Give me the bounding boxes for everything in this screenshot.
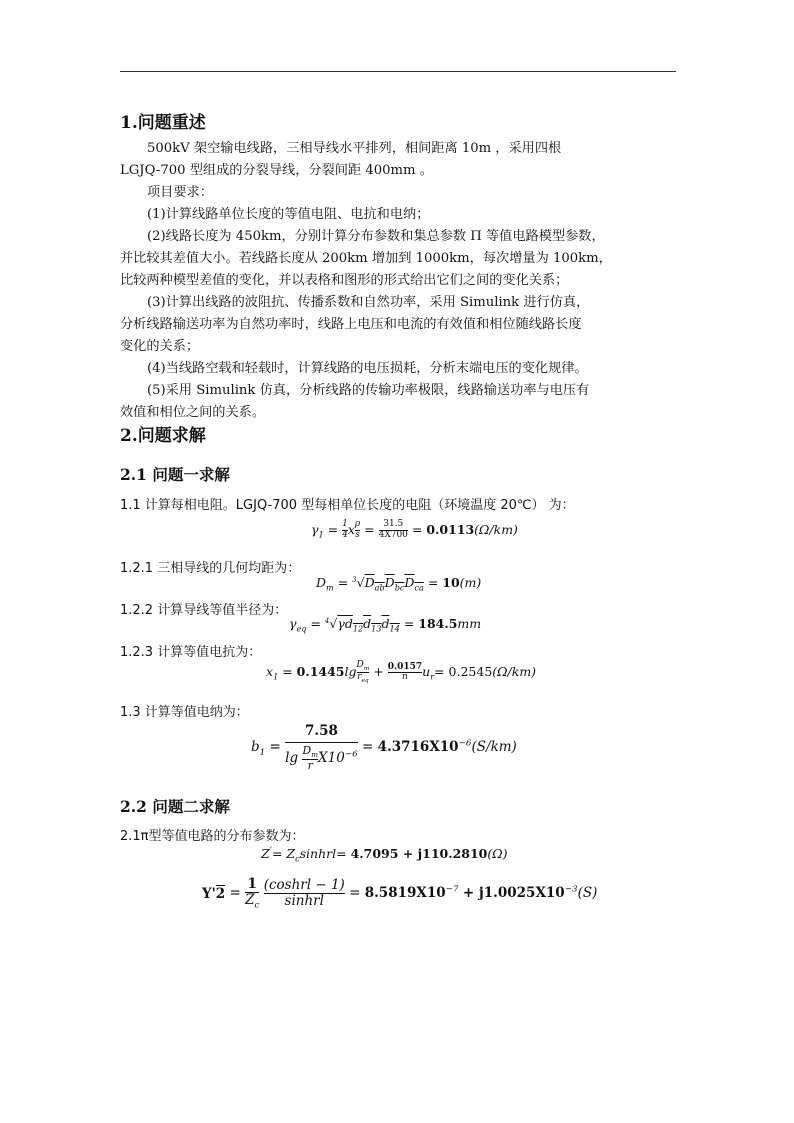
requirement-3-line2: 分析线路输送功率为自然功率时，线路上电压和电流的有效值和相位随线路长度 [120, 317, 582, 332]
requirement-2-line1: (2)线路长度为 450km，分别计算分布参数和集总参数 Π 等值电路模型参数， [147, 229, 605, 244]
section1-heading: 1.问题重述 [120, 113, 206, 133]
step-1-3-text: 1.3 计算等值电纳为： [120, 705, 249, 720]
equation-resistance: $\gamma_1$ = $\frac{1}{4}$ x $\frac{\rho}{s}$ = $\frac{31.5}{4X700}$ = 0.0113(Ω/km) [311, 519, 518, 540]
requirement-5-line1: (5)采用 Simulink 仿真，分析线路的传输功率极限，线路输送功率与电压有 [147, 383, 590, 398]
equation-series-impedance: $Z^ʹ=$ $Z_csinhrl= 4.7095 + j110.2810(\Omega)$ [261, 845, 508, 864]
equation-equivalent-radius: $\gamma_{eq} = ^4√\gamma d_{12}d_{13}d_{14} = 184.5mm$ [289, 616, 482, 634]
requirement-5-line2: 效值和相位之间的关系。 [120, 405, 266, 420]
step-1-2-3-text: 1.2.3 计算等值电抗为： [120, 645, 262, 660]
step-1-2-1-text: 1.2.1 三相导线的几何均距为： [120, 561, 301, 576]
requirement-2-line2: 并比较其差值大小。若线路长度从 200km 增加到 1000km，每次增量为 100km， [120, 251, 612, 266]
requirements-title: 项目要求： [147, 185, 213, 200]
requirement-3-line3: 变化的关系； [120, 339, 200, 354]
equation-susceptance: $b_1$ = 7.58 lg $\frac{D_m}{r}$ $X10^{-6}$ = $4.3716X10^{-6}(S/km)$ [251, 723, 517, 773]
section2-heading: 2.问题求解 [120, 426, 206, 446]
requirement-4: (4)当线路空载和轻载时，计算线路的电压损耗，分析末端电压的变化规律。 [147, 361, 588, 376]
subsection-2-1-heading: 2.1 问题一求解 [120, 465, 230, 484]
requirement-2-line3: 比较两种模型差值的变化，并以表格和图形的形式给出它们之间的变化关系； [120, 273, 569, 288]
para1-line1: 500kV 架空输电线路，三相导线水平排列，相间距离 10m ，采用四根 [147, 141, 562, 156]
header-rule [120, 71, 676, 72]
equation-geometric-mean-distance: $D_m = ^3√D_{ab}D_{bc}D_{ca} = 10(m)$ [316, 575, 482, 593]
equation-reactance: $x_1 = 0.1445\lg$ $\frac{D_m}{r_{eq}}$ + $\frac{0.0157}{n}$ $u_r= 0.2545(\Omega/km)$ [266, 660, 537, 685]
requirement-3-line1: (3)计算出线路的波阻抗、传播系数和自然功率，采用 Simulink 进行仿真， [147, 295, 590, 310]
step-1-2-2-text: 1.2.2 计算导线等值半径为： [120, 603, 288, 618]
equation-shunt-admittance: $Y'2 = \frac{1}{Z_c}$ $\frac{\text{(coshrl − 1)}}{\text{sinhrl}}$ = $8.5819X10^{-7} + j1.0025X10^{-3}(S)$ [202, 876, 598, 911]
step-1-1-text: 1.1 计算每相电阻。LGJQ-700 型每相单位长度的电阻（环境温度 20℃） 为： [120, 498, 575, 513]
subsection-2-2-heading: 2.2 问题二求解 [120, 797, 230, 816]
para1-line2: LGJQ-700 型组成的分裂导线，分裂间距 400mm 。 [120, 163, 433, 178]
requirement-1: (1)计算线路单位长度的等值电阻、电抗和电纳； [147, 207, 430, 222]
step-2-1-text: 2.1π型等值电路的分布参数为： [120, 829, 305, 844]
